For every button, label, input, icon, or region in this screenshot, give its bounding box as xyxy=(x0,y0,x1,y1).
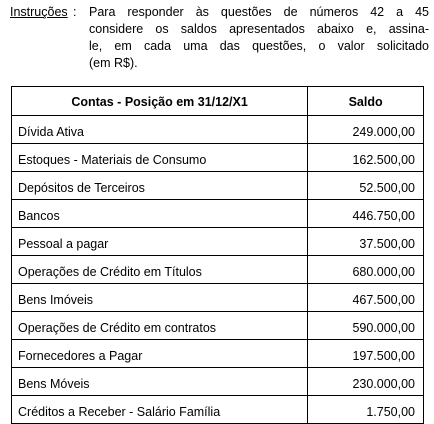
account-name-cell: Fornecedores a Pagar xyxy=(12,340,308,368)
table-header-row xyxy=(12,87,424,116)
balance-cell: 680.000,00 xyxy=(308,256,424,284)
instructions-line: Para responder às questões de números 42 a 45 xyxy=(89,5,429,19)
instructions-text xyxy=(89,4,429,72)
balance-cell: 162.500,00 xyxy=(308,144,424,172)
table-row xyxy=(12,284,424,312)
balance-cell: 446.750,00 xyxy=(308,200,424,228)
table-row xyxy=(12,228,424,256)
table-row xyxy=(12,200,424,228)
table-body xyxy=(12,116,424,424)
balance-cell: 230.000,00 xyxy=(308,368,424,396)
table-row xyxy=(12,340,424,368)
account-name-cell: Estoques - Materiais de Consumo xyxy=(12,144,308,172)
account-name-cell: Operações de Crédito em Títulos xyxy=(12,256,308,284)
account-name-cell: Bens Imóveis xyxy=(12,284,308,312)
column-header-account: Contas - Posição em 31/12/X1 xyxy=(12,87,308,116)
table-row xyxy=(12,172,424,200)
balance-cell: 37.500,00 xyxy=(308,228,424,256)
column-header-balance: Saldo xyxy=(308,87,424,116)
accounts-table xyxy=(11,86,424,424)
instructions-line: (em R$). xyxy=(89,56,138,70)
account-name-cell: Pessoal a pagar xyxy=(12,228,308,256)
table-row xyxy=(12,144,424,172)
balance-cell: 1.750,00 xyxy=(308,396,424,424)
table-row xyxy=(12,312,424,340)
instructions-label: Instruções xyxy=(10,5,68,19)
account-name-cell: Operações de Crédito em contratos xyxy=(12,312,308,340)
account-name-cell: Depósitos de Terceiros xyxy=(12,172,308,200)
account-name-cell: Bancos xyxy=(12,200,308,228)
balance-cell: 467.500,00 xyxy=(308,284,424,312)
instructions-line: considere os saldos apresentados abaixo e, assina- xyxy=(89,22,429,36)
account-name-cell: Bens Móveis xyxy=(12,368,308,396)
table-row xyxy=(12,256,424,284)
balance-cell: 197.500,00 xyxy=(308,340,424,368)
balance-cell: 249.000,00 xyxy=(308,116,424,144)
balance-cell: 590.000,00 xyxy=(308,312,424,340)
instructions-colon: : xyxy=(73,5,77,19)
instructions-line: le, em cada uma das questões, o valor solicitado xyxy=(89,39,429,53)
account-name-cell: Créditos a Receber - Salário Família xyxy=(12,396,308,424)
table-row xyxy=(12,116,424,144)
table-row xyxy=(12,368,424,396)
balance-cell: 52.500,00 xyxy=(308,172,424,200)
account-name-cell: Dívida Ativa xyxy=(12,116,308,144)
